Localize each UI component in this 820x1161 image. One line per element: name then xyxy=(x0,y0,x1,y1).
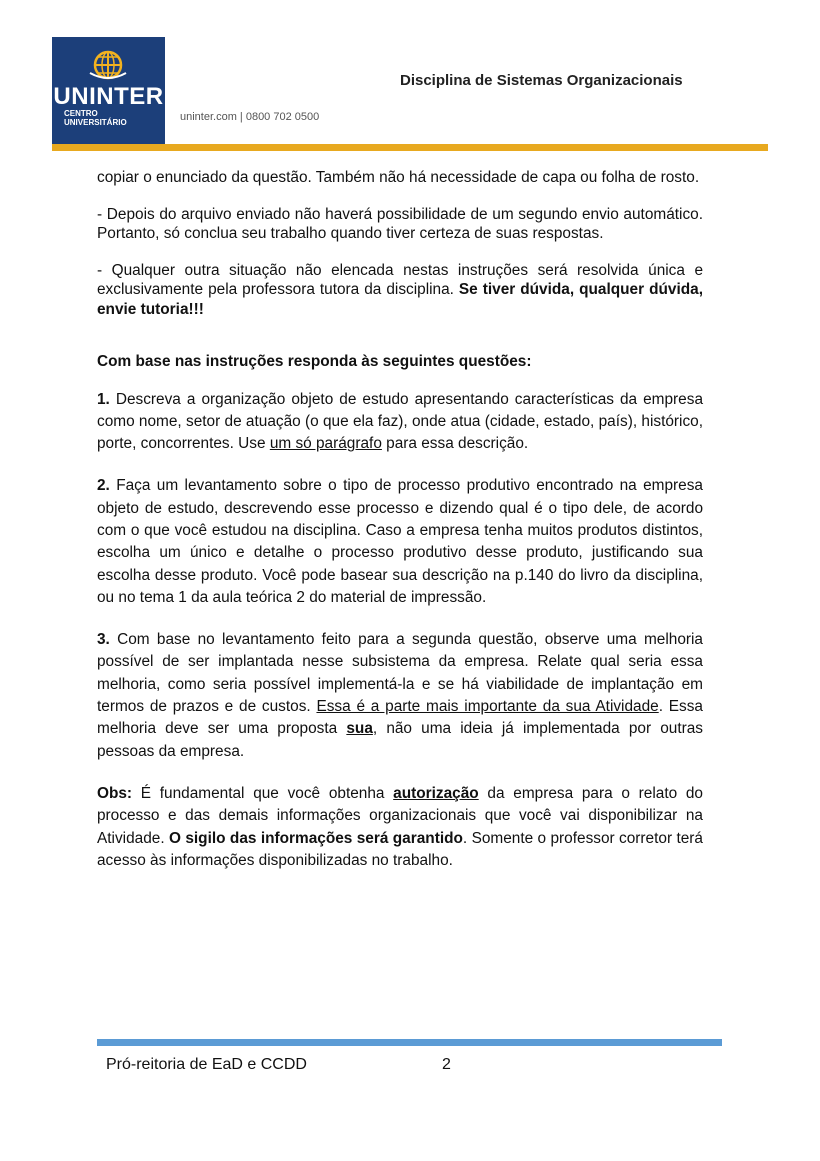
question-1-underlined: um só parágrafo xyxy=(269,435,382,453)
discipline-title: Disciplina de Sistemas Organizacionais xyxy=(400,72,683,89)
observation-text-a: É fundamental que você obtenha xyxy=(132,784,394,802)
document-body xyxy=(97,168,703,872)
header-divider xyxy=(52,144,768,151)
logo-subtitle: CENTRO UNIVERSITÁRIO xyxy=(64,109,127,127)
tutoring-emphasis: Se tiver dúvida, qualquer dúvida, envie tutoria!!! xyxy=(97,281,703,318)
observation-note xyxy=(97,783,703,872)
question-3-text-c: , não uma ideia já implementada por outras pessoas da empresa. xyxy=(97,720,704,760)
question-1-text-b: para essa descrição. xyxy=(381,435,529,453)
question-3-underlined: Essa é a parte mais importante da sua Atividade xyxy=(316,698,659,716)
logo-name: UNINTER xyxy=(53,83,164,110)
question-1-text-a: Descreva a organização objeto de estudo apresentando características da empresa como nome, setor de atuação (o que ela faz), onde atua (cidade, estado, país), histórico, porte, concorrentes. Use xyxy=(97,390,703,453)
question-3 xyxy=(97,629,703,763)
question-1-number: 1. xyxy=(97,390,110,408)
question-3-emphasis: sua xyxy=(346,720,373,738)
question-2 xyxy=(97,475,703,609)
question-3-text-a: Com base no levantamento feito para a segunda questão, observe uma melhoria possível de ser implantada nesse subsistema da empresa. Relate qual seria essa melhoria, como seria possível implementá-la e se há viabilidade de implantação em termos de prazos e de custos. xyxy=(97,631,703,716)
observation-text-c: . Somente o professor corretor terá acesso às informações disponibilizadas no trabalho. xyxy=(97,829,703,869)
page-number: 2 xyxy=(442,1056,451,1073)
observation-authorization: autorização xyxy=(393,784,479,802)
other-situations-text: - Qualquer outra situação não elencada nestas instruções será resolvida única e exclusivamente pela professora tutora da disciplina. xyxy=(97,261,703,298)
footer-divider xyxy=(97,1039,722,1046)
question-1 xyxy=(97,389,703,456)
observation-text-b: da empresa para o relato do processo e das demais informações organizacionais que você vai disponibilizar na Atividade. xyxy=(97,784,703,847)
uninter-logo xyxy=(52,37,165,144)
instructions-heading: Com base nas instruções responda às seguintes questões: xyxy=(97,353,532,370)
question-3-text-b: . Essa melhoria deve ser uma proposta xyxy=(97,698,703,738)
question-2-number: 2. xyxy=(97,477,110,495)
footer-department: Pró-reitoria de EaD e CCDD xyxy=(106,1056,307,1073)
contact-info: uninter.com | 0800 702 0500 xyxy=(180,111,320,123)
paragraph-cover-note: copiar o enunciado da questão. Também não há necessidade de capa ou folha de rosto. xyxy=(97,169,700,186)
observation-confidentiality: O sigilo das informações será garantido xyxy=(168,829,463,847)
paragraph-other-situations xyxy=(97,261,703,320)
question-3-number: 3. xyxy=(97,631,110,649)
observation-label: Obs: xyxy=(97,784,133,802)
paragraph-single-submission: - Depois do arquivo enviado não haverá possibilidade de um segundo envio automático. Portanto, só conclua seu trabalho quando tiver certeza de suas respostas. xyxy=(97,205,703,242)
globe-icon xyxy=(52,37,165,87)
question-2-text: Faça um levantamento sobre o tipo de processo produtivo encontrado na empresa objeto de estudo, descrevendo esse processo e dizendo qual é o tipo dele, de acordo com o que você estudou na disciplina. Caso a empresa tenha muitos produtos distintos, escolha um único e detalhe o processo produtivo desse produto, justificando sua escolha desse produto. Você pode basear sua descrição na p.140 do livro da disciplina, ou no tema 1 da aula teórica 2 do material de impressão. xyxy=(97,477,703,606)
